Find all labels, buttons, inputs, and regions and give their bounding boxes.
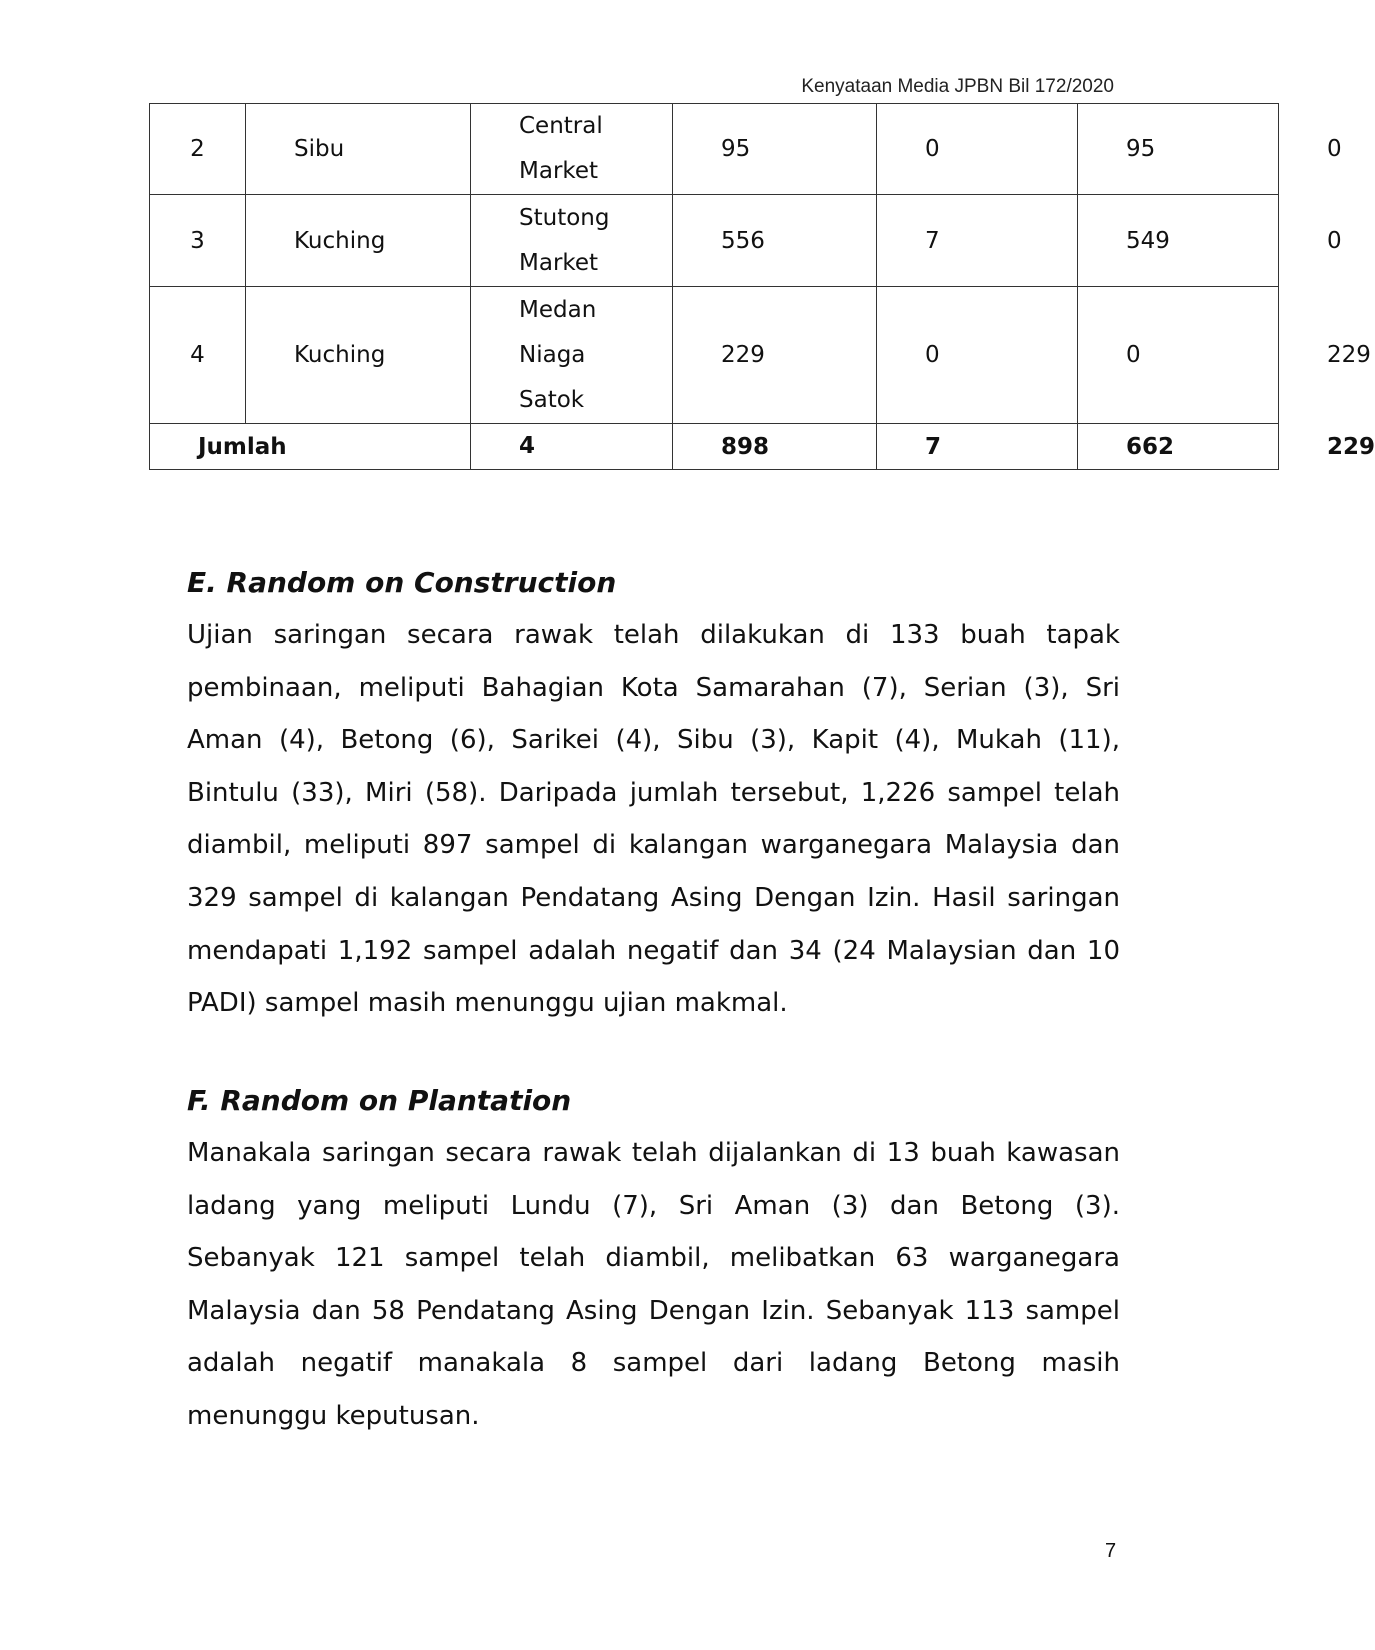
row-division: Sibu xyxy=(246,104,471,195)
table-row: 2 Sibu Central Market 95 0 95 0 xyxy=(150,104,1279,195)
section-e-paragraph: Ujian saringan secara rawak telah dilakukan di 133 buah tapak pembinaan, meliputi Bahagian Kota Samarahan (7), Serian (3), Sri Aman (4), Betong (6), Sarikei (4), Sibu (3), Kapit (4), Mukah (11), Bintulu (33), Miri (58). Daripada jumlah tersebut, 1,226 sampel telah diambil, meliputi 897 sampel di kalangan warganegara Malaysia dan 329 sampel di kalangan Pendatang Asing Dengan Izin. Hasil saringan mendapati 1,192 sampel adalah negatif dan 34 (24 Malaysian dan 10 PADI) sampel masih menunggu ujian makmal. xyxy=(187,620,1120,1019)
row-value: 549 xyxy=(1078,195,1279,287)
results-table xyxy=(149,103,1375,470)
row-number: 4 xyxy=(150,287,246,424)
table-row: 4 Kuching Medan Niaga Satok 229 0 0 229 xyxy=(150,287,1279,424)
row-division: Kuching xyxy=(246,195,471,287)
section-f-heading: F. Random on Plantation xyxy=(187,1084,572,1117)
row-location: Medan Niaga Satok xyxy=(471,287,673,424)
row-value: 95 xyxy=(1078,104,1279,195)
row-value: 0 xyxy=(1078,287,1279,424)
row-location: Stutong Market xyxy=(471,195,673,287)
row-location: Central Market xyxy=(471,104,673,195)
row-number: 2 xyxy=(150,104,246,195)
row-number: 3 xyxy=(150,195,246,287)
row-value: 229 xyxy=(673,287,877,424)
row-division: Kuching xyxy=(246,287,471,424)
total-value: 898 xyxy=(673,424,877,470)
document-reference: Kenyataan Media JPBN Bil 172/2020 xyxy=(801,76,1114,97)
total-value: 662 xyxy=(1078,424,1279,470)
total-value: 7 xyxy=(877,424,1078,470)
total-row: Jumlah 4 898 7 662 229 xyxy=(150,424,1279,470)
table-row: 3 Kuching Stutong Market 556 7 549 0 xyxy=(150,195,1279,287)
row-value: 95 xyxy=(673,104,877,195)
total-value: 4 xyxy=(471,424,673,470)
section-e-heading: E. Random on Construction xyxy=(187,566,617,599)
row-value: 556 xyxy=(673,195,877,287)
section-f-paragraph: Manakala saringan secara rawak telah dijalankan di 13 buah kawasan ladang yang meliputi Lundu (7), Sri Aman (3) dan Betong (3). Sebanyak 121 sampel telah diambil, melibatkan 63 warganegara Malaysia dan 58 Pendatang Asing Dengan Izin. Sebanyak 113 sampel adalah negatif manakala 8 sampel dari ladang Betong masih menunggu keputusan. xyxy=(187,1138,1120,1431)
page-number: 7 xyxy=(1105,1540,1117,1562)
row-value: 7 xyxy=(877,195,1078,287)
row-value: 0 xyxy=(877,104,1078,195)
row-value: 0 xyxy=(877,287,1078,424)
total-label: Jumlah xyxy=(150,424,471,470)
